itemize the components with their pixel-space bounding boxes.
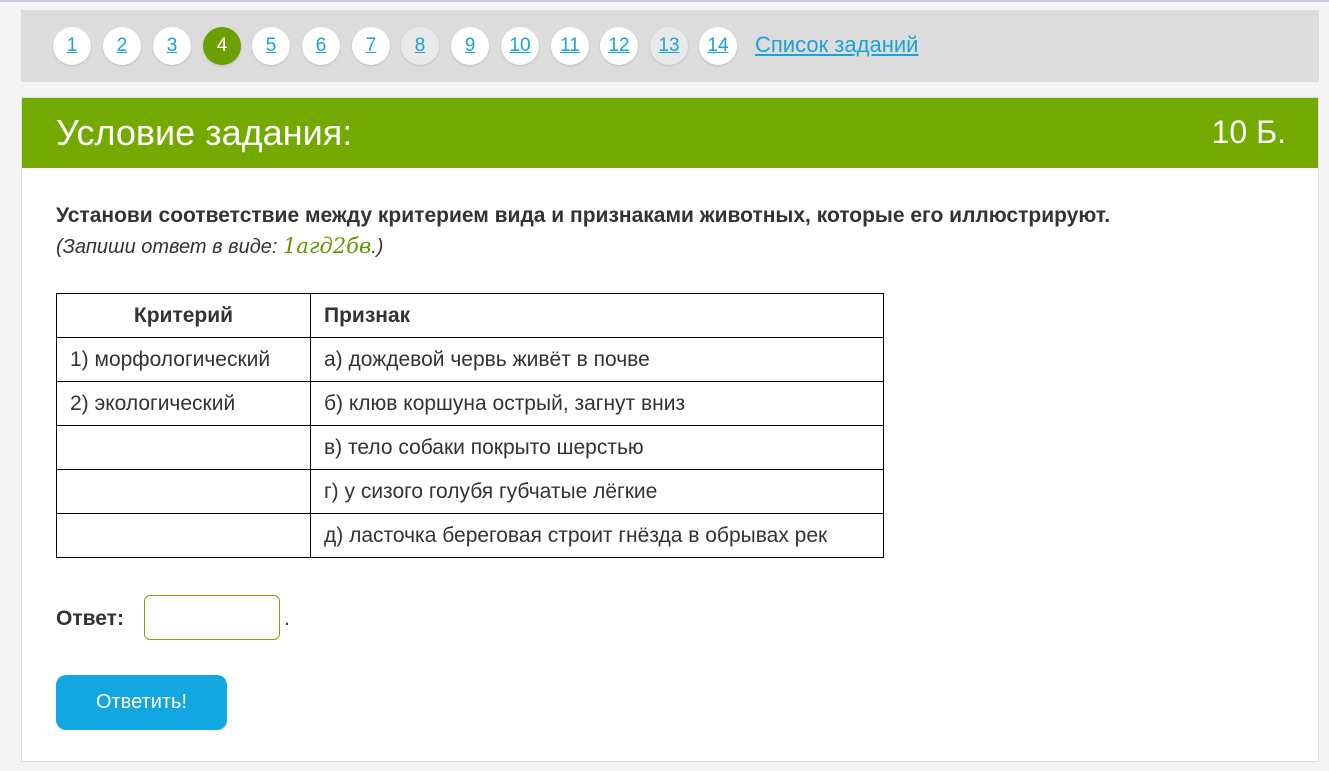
task-header bbox=[22, 98, 1318, 168]
table-row bbox=[57, 514, 884, 558]
column-header-criterion: Критерий bbox=[57, 294, 311, 338]
task-list-link[interactable]: Список заданий bbox=[755, 32, 919, 57]
top-border-line bbox=[0, 0, 1329, 2]
feature-cell: г) у сизого голубя губчатые лёгкие bbox=[311, 470, 884, 514]
task-nav-14[interactable]: 14 bbox=[699, 27, 737, 65]
task-nav-5[interactable]: 5 bbox=[252, 27, 290, 65]
table-row bbox=[57, 338, 884, 382]
hint-suffix: .) bbox=[371, 236, 384, 258]
task-nav-10[interactable]: 10 bbox=[501, 27, 539, 65]
table-header-row bbox=[57, 294, 884, 338]
hint-prefix: (Запиши ответ в виде: bbox=[56, 236, 283, 258]
question-text: Установи соответствие между критерием вида и признаками животных, которые его иллюстрируют. bbox=[56, 204, 1111, 227]
task-points: 10 Б. bbox=[1211, 114, 1286, 150]
table-row bbox=[57, 382, 884, 426]
criteria-table bbox=[56, 293, 884, 558]
task-nav-1[interactable]: 1 bbox=[53, 27, 91, 65]
task-nav-13[interactable]: 13 bbox=[650, 27, 688, 65]
criterion-cell bbox=[57, 426, 311, 470]
task-nav-6[interactable]: 6 bbox=[302, 27, 340, 65]
answer-suffix: . bbox=[284, 607, 290, 630]
hint-example: 1агд2бв bbox=[283, 234, 372, 258]
feature-cell: а) дождевой червь живёт в почве bbox=[311, 338, 884, 382]
criterion-cell: 2) экологический bbox=[57, 382, 311, 426]
task-header-title: Условие задания: bbox=[56, 112, 353, 153]
table-row bbox=[57, 470, 884, 514]
task-nav-8[interactable]: 8 bbox=[401, 27, 439, 65]
task-nav-12[interactable]: 12 bbox=[600, 27, 638, 65]
table-row bbox=[57, 426, 884, 470]
criterion-cell bbox=[57, 470, 311, 514]
task-nav-2[interactable]: 2 bbox=[103, 27, 141, 65]
feature-cell: б) клюв коршуна острый, загнут вниз bbox=[311, 382, 884, 426]
task-nav-3[interactable]: 3 bbox=[153, 27, 191, 65]
criterion-cell: 1) морфологический bbox=[57, 338, 311, 382]
answer-input[interactable] bbox=[144, 595, 280, 640]
task-card bbox=[21, 97, 1319, 762]
column-header-feature: Признак bbox=[311, 294, 884, 338]
task-navigation bbox=[21, 10, 1319, 82]
task-nav-7[interactable]: 7 bbox=[352, 27, 390, 65]
criterion-cell bbox=[57, 514, 311, 558]
feature-cell: в) тело собаки покрыто шерстью bbox=[311, 426, 884, 470]
submit-answer-button[interactable]: Ответить! bbox=[56, 675, 227, 730]
task-nav-9[interactable]: 9 bbox=[451, 27, 489, 65]
answer-format-hint bbox=[56, 234, 383, 259]
task-nav-4-active[interactable]: 4 bbox=[203, 27, 241, 65]
task-nav-11[interactable]: 11 bbox=[551, 27, 589, 65]
answer-label: Ответ: bbox=[56, 607, 124, 630]
feature-cell: д) ласточка береговая строит гнёзда в обрывах рек bbox=[311, 514, 884, 558]
